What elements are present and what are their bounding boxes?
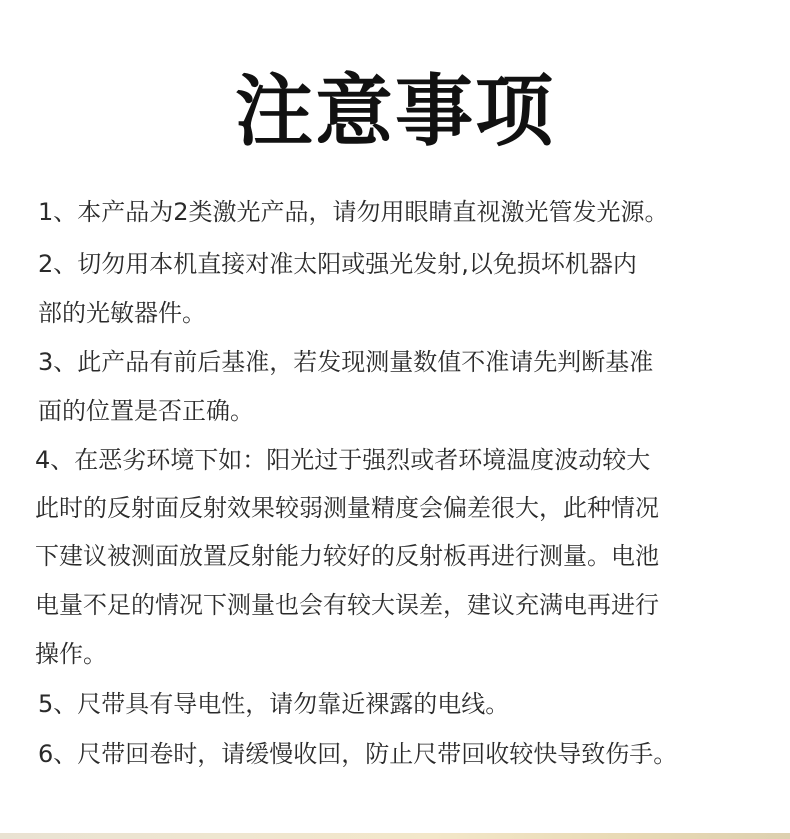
note-4-line-3: 下建议被测面放置反射能力较好的反射板再进行测量。电池 <box>35 542 659 570</box>
note-4-line-2: 此时的反射面反射效果较弱测量精度会偏差很大，此种情况 <box>35 494 659 522</box>
bottom-decorative-strip <box>0 833 790 839</box>
note-2-line-1: 2、切勿用本机直接对准太阳或强光发射,以免损坏机器内 <box>38 250 637 278</box>
note-2-line-2: 部的光敏器件。 <box>38 299 206 327</box>
note-3-line-1: 3、此产品有前后基准，若发现测量数值不准请先判断基准 <box>38 348 654 376</box>
note-6-line-1: 6、尺带回卷时，请缓慢收回，防止尺带回收较快导致伤手。 <box>38 740 678 768</box>
page-title: 注意事项 <box>234 67 555 157</box>
note-3-line-2: 面的位置是否正确。 <box>38 397 254 425</box>
note-4-line-1: 4、在恶劣环境下如：阳光过于强烈或者环境温度波动较大 <box>35 446 651 474</box>
note-4-line-5: 操作。 <box>35 640 107 668</box>
note-1-line-1: 1、本产品为2类激光产品，请勿用眼睛直视激光管发光源。 <box>38 198 669 226</box>
note-5-line-1: 5、尺带具有导电性，请勿靠近裸露的电线。 <box>38 690 510 718</box>
note-4-line-4: 电量不足的情况下测量也会有较大误差，建议充满电再进行 <box>35 591 659 619</box>
